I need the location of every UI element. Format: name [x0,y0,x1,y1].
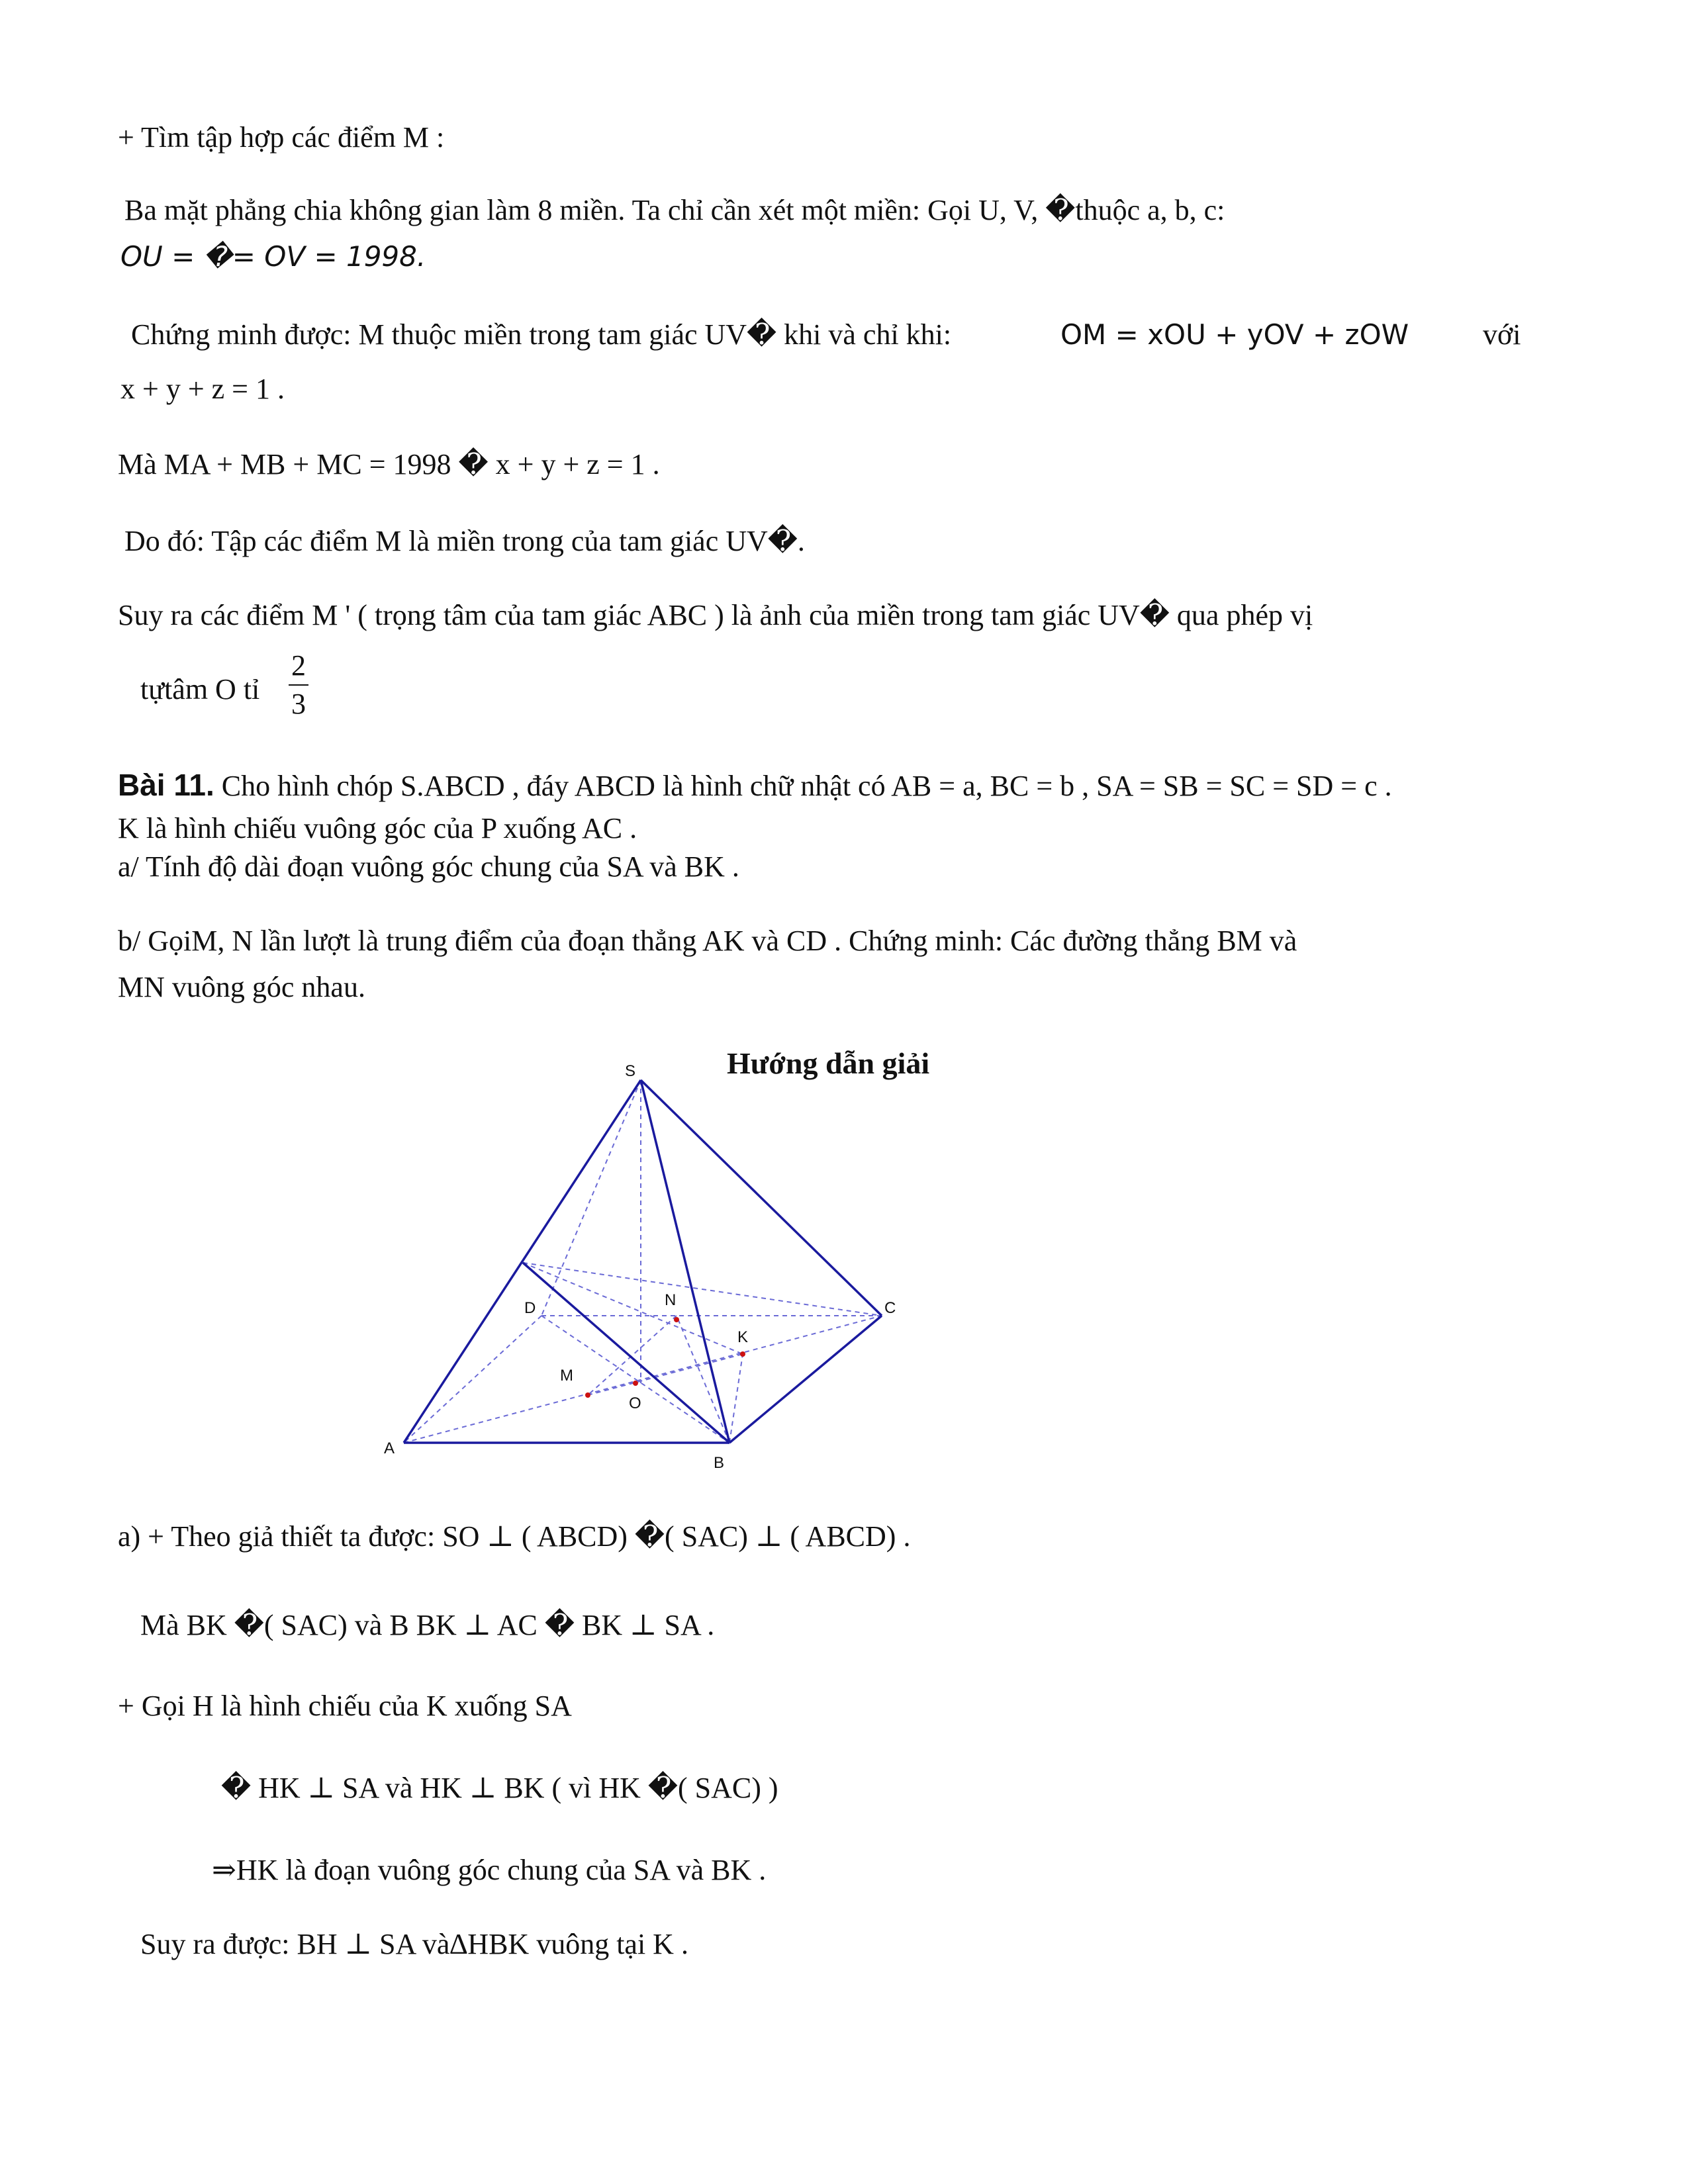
question-b-cont: MN vuông góc nhau. [118,971,365,1003]
fraction-numerator: 2 [291,649,306,682]
line-ma-mb-mc: Mà MA + MB + MC = 1998 � x + y + z = 1 . [118,448,660,480]
vector-equation: OM = xOU + yOV + zOW [1060,318,1409,351]
label-d: D [524,1299,536,1317]
line-conclusion: Do đó: Tập các điểm M là miền trong của tam giác UV�. [124,525,805,557]
label-b: B [714,1454,725,1472]
problem-statement: Cho hình chóp S.ABCD , đáy ABCD là hình chữ nhật có AB = a, BC = b , SA = SB = SC = SD = c . [221,770,1392,802]
question-a: a/ Tính độ dài đoạn vuông góc chung của SA và BK . [118,850,739,883]
label-c: C [884,1299,896,1317]
line-k-projection: K là hình chiếu vuông góc của P xuống AC . [118,812,637,844]
solution-a-step5: ⇒HK là đoạn vuông góc chung của SA và BK . [212,1854,767,1886]
label-s: S [625,1062,636,1080]
solution-a-step1: a) + Theo giả thiết ta được: SO ⊥ ( ABCD) �( SAC) ⊥ ( ABCD) . [118,1520,911,1553]
pyramid-figure [371,1046,914,1482]
fraction-two-thirds [289,649,308,721]
label-m: M [560,1367,573,1385]
line-prove-region: Chứng minh được: M thuộc miền trong tam giác UV� khi và chỉ khi: [131,318,952,351]
solution-a-step6: Suy ra được: BH ⊥ SA và∆HBK vuông tại K . [140,1928,688,1960]
question-b: b/ GọiM, N lần lượt là trung điểm của đoạn thẳng AK và CD . Chứng minh: Các đường thẳng BM và [118,925,1297,957]
label-a: A [384,1439,395,1457]
label-n: N [665,1291,677,1309]
label-k: K [737,1328,749,1346]
solution-a-step2: Mà BK �( SAC) và B BK ⊥ AC � BK ⊥ SA . [140,1609,715,1641]
line-sum-one: x + y + z = 1 . [120,373,285,405]
line-with: với [1483,318,1521,351]
line-homothety: tựtâm O tỉ [140,673,260,705]
visible-edges [404,1080,882,1443]
label-o: O [629,1394,641,1412]
hidden-edges [404,1080,882,1443]
line-find-locus: + Tìm tập hợp các điểm M : [118,121,445,154]
line-three-planes: Ba mặt phẳng chia không gian làm 8 miền. Ta chỉ cần xét một miền: Gọi U, V, �thuộc a, b, c: [124,194,1225,226]
solution-title: Hướng dẫn giải [727,1046,930,1080]
line-ou-ov: OU = �= OV = 1998. [120,240,426,273]
fraction-denominator: 3 [291,688,306,720]
solution-a-step3: + Gọi H là hình chiếu của K xuống SA [118,1690,572,1722]
problem-11-heading [118,768,1392,803]
solution-a-step4: � HK ⊥ SA và HK ⊥ BK ( vì HK �( SAC) ) [221,1772,778,1804]
problem-label: Bài 11. [118,768,214,802]
line-centroid-image: Suy ra các điểm M ' ( trọng tâm của tam giác ABC ) là ảnh của miền trong tam giác UV� qua phép vị [118,599,1313,631]
fraction-bar [289,684,308,686]
